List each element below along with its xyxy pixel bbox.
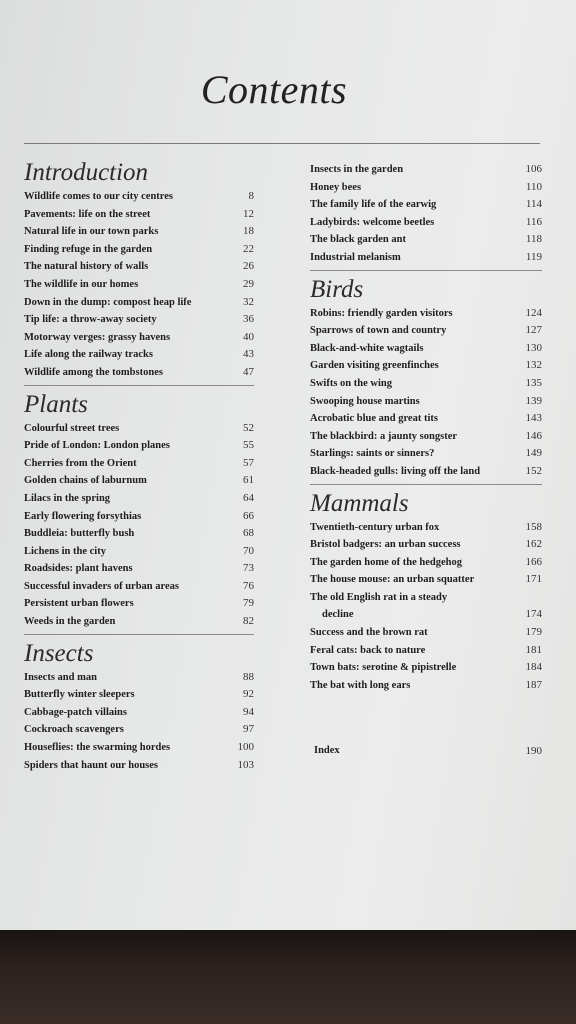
toc-entry-page-number: 114 (525, 198, 542, 211)
toc-entry-page-number: 92 (243, 688, 254, 701)
toc-entry-title: The wildlife in our homes (24, 278, 139, 290)
toc-entry-title: Pride of London: London planes (24, 440, 170, 452)
toc-entry-page-number: 187 (525, 678, 542, 691)
toc-entry-title: Cherries from the Orient (24, 457, 137, 469)
toc-entry-title: Natural life in our town parks (24, 226, 159, 238)
toc-entry-title: Wildlife among the tombstones (24, 366, 163, 378)
toc-entry-page-number: 73 (243, 562, 254, 575)
background-surface (0, 930, 576, 1024)
toc-entry-title: The old English rat in a steady (310, 591, 448, 603)
toc-entry-title: Starlings: saints or sinners? (310, 448, 435, 460)
contents-left-column (24, 158, 254, 774)
toc-entry (310, 428, 542, 446)
toc-entry-title: Swifts on the wing (310, 377, 392, 389)
toc-entry-page-number: 68 (243, 527, 254, 540)
toc-entry-title: The blackbird: a jaunty songster (310, 430, 458, 442)
toc-entry (24, 704, 254, 722)
toc-entry-title: Cabbage-patch villains (24, 706, 127, 718)
toc-entry-title: Insects in the garden (310, 164, 404, 175)
toc-entry (24, 420, 254, 438)
toc-entry (24, 721, 254, 739)
section-introduction (24, 158, 254, 382)
toc-entry-title: Black-and-white wagtails (310, 342, 424, 354)
toc-entry-title: The family life of the earwig (310, 199, 437, 211)
toc-entry-title: The garden home of the hedgehog (310, 556, 462, 568)
toc-entry (310, 571, 542, 589)
section-heading: Insects (24, 639, 94, 667)
toc-entry-page-number: 55 (243, 439, 254, 452)
toc-entry-page-number: 162 (525, 538, 542, 551)
toc-entry (310, 642, 542, 660)
toc-entry (310, 322, 542, 340)
section-divider (310, 484, 542, 485)
section-heading: Plants (24, 390, 88, 418)
toc-entry-page-number: 174 (525, 608, 542, 621)
toc-entry-title: Garden visiting greenfinches (310, 360, 439, 372)
toc-entry-page-number: 130 (525, 341, 542, 354)
toc-entry (24, 346, 254, 364)
toc-entry (310, 249, 542, 267)
title-divider (24, 143, 540, 144)
toc-entry (24, 578, 254, 596)
toc-entry (24, 595, 254, 613)
toc-entry-title: decline (322, 609, 354, 621)
toc-entry-page-number: 152 (525, 464, 542, 477)
toc-entry-page-number: 43 (243, 348, 254, 361)
toc-entry-page-number: 94 (243, 705, 254, 718)
section-heading: Mammals (310, 489, 409, 517)
toc-entry-title: Black-headed gulls: living off the land (310, 465, 481, 477)
toc-entry-title: Golden chains of laburnum (24, 475, 147, 487)
toc-entry-title: Insects and man (24, 671, 97, 683)
index-entry (314, 745, 542, 757)
toc-entry-title: Butterfly winter sleepers (24, 689, 135, 701)
index-label: Index (314, 745, 340, 756)
toc-entry-title: The bat with long ears (310, 679, 411, 691)
section-continued (310, 161, 542, 267)
toc-entry-page-number: 47 (243, 365, 254, 378)
toc-entry-title: Buddleia: butterfly bush (24, 528, 135, 540)
toc-entry-page-number: 79 (243, 597, 254, 610)
toc-entry-title: Early flowering forsythias (24, 510, 142, 522)
toc-entry (310, 659, 542, 677)
toc-entry-page-number: 32 (243, 295, 254, 308)
toc-entry-title: Weeds in the garden (24, 616, 116, 628)
toc-entry-page-number: 18 (243, 225, 254, 238)
toc-entry-title: Lilacs in the spring (24, 492, 111, 504)
toc-entry-page-number: 29 (243, 277, 254, 290)
toc-entry-title: Wildlife comes to our city centres (24, 191, 174, 202)
toc-entry-title: The house mouse: an urban squatter (310, 574, 475, 586)
toc-entry (24, 686, 254, 704)
toc-entry-page-number: 103 (237, 758, 254, 771)
toc-entry-page-number: 158 (525, 520, 542, 533)
toc-entry (24, 455, 254, 473)
toc-entry (310, 196, 542, 214)
page-title: Contents (200, 67, 348, 112)
toc-entry-title: Feral cats: back to nature (310, 644, 426, 656)
section-heading: Birds (310, 275, 364, 303)
toc-entry-page-number: 52 (243, 421, 254, 434)
toc-entry-title: Twentieth-century urban fox (310, 521, 440, 533)
toc-entry-page-number: 22 (243, 242, 254, 255)
section-birds (310, 275, 542, 481)
toc-entry (24, 543, 254, 561)
toc-entry-page-number: 12 (243, 207, 254, 220)
section-divider (24, 385, 254, 386)
toc-entry (310, 463, 542, 481)
toc-entry (310, 445, 542, 463)
toc-entry-title: Cockroach scavengers (24, 724, 124, 736)
toc-entry (24, 188, 254, 206)
toc-entry (24, 206, 254, 224)
toc-entry (310, 606, 542, 624)
toc-entry-page-number: 146 (525, 429, 542, 442)
toc-entry (310, 410, 542, 428)
toc-entry-title: Finding refuge in the garden (24, 243, 153, 255)
toc-entry-title: Ladybirds: welcome beetles (310, 216, 435, 228)
section-mammals (310, 489, 542, 695)
toc-entry (24, 669, 254, 687)
section-divider (310, 270, 542, 271)
toc-entry-title: Town bats: serotine & pipistrelle (310, 662, 457, 674)
toc-entry (310, 393, 542, 411)
toc-entry (310, 536, 542, 554)
toc-entry-page-number: 57 (243, 456, 254, 469)
toc-entry (24, 472, 254, 490)
toc-entry-page-number: 36 (243, 313, 254, 326)
toc-entry-page-number: 171 (525, 573, 542, 586)
toc-entry (310, 677, 542, 695)
toc-entry (310, 589, 542, 607)
toc-entry-page-number: 110 (525, 180, 542, 193)
toc-entry-page-number: 106 (525, 163, 542, 175)
toc-entry (24, 311, 254, 329)
toc-entry (310, 375, 542, 393)
toc-entry (24, 223, 254, 241)
toc-entry-title: Motorway verges: grassy havens (24, 331, 171, 343)
toc-entry-page-number: 135 (525, 376, 542, 389)
toc-entry-page-number: 82 (243, 615, 254, 628)
toc-entry (24, 490, 254, 508)
toc-entry (24, 437, 254, 455)
toc-entry-page-number: 184 (525, 661, 542, 674)
toc-entry-page-number: 64 (243, 491, 254, 504)
contents-right-column (310, 161, 542, 694)
toc-entry (310, 161, 542, 179)
toc-entry (310, 340, 542, 358)
toc-entry-title: Life along the railway tracks (24, 349, 153, 361)
toc-entry-title: Honey bees (310, 181, 362, 193)
toc-entry-page-number: 132 (525, 359, 542, 372)
toc-entry-page-number: 181 (525, 643, 542, 656)
toc-entry-page-number: 179 (525, 626, 542, 639)
index-page-number: 190 (525, 745, 542, 757)
toc-entry-page-number: 26 (243, 260, 254, 273)
toc-entry (24, 364, 254, 382)
toc-entry-title: Bristol badgers: an urban success (310, 539, 461, 551)
toc-entry (24, 329, 254, 347)
toc-entry-title: Tip life: a throw-away society (24, 314, 157, 326)
toc-entry-page-number: 70 (243, 544, 254, 557)
toc-entry-page-number: 76 (243, 579, 254, 592)
toc-entry-page-number: 139 (525, 394, 542, 407)
toc-entry (310, 214, 542, 232)
toc-entry (24, 757, 254, 775)
section-divider (24, 634, 254, 635)
toc-entry-title: Roadsides: plant havens (24, 563, 133, 575)
toc-entry-page-number: 40 (243, 330, 254, 343)
toc-entry-title: Successful invaders of urban areas (24, 580, 179, 592)
toc-entry (310, 624, 542, 642)
toc-entry (310, 357, 542, 375)
toc-entry (24, 241, 254, 259)
toc-entry-title: The black garden ant (310, 234, 406, 246)
toc-entry-title: Swooping house martins (310, 395, 420, 407)
toc-entry (310, 305, 542, 323)
toc-entry-page-number: 88 (243, 670, 254, 683)
toc-entry-title: Acrobatic blue and great tits (310, 413, 438, 425)
toc-entry-page-number: 127 (525, 324, 542, 337)
toc-entry-page-number: 124 (525, 306, 542, 319)
toc-entry-page-number: 118 (525, 233, 542, 246)
toc-entry (24, 739, 254, 757)
toc-entry-title: Success and the brown rat (310, 627, 428, 639)
toc-entry-page-number: 97 (243, 723, 254, 736)
toc-entry (24, 525, 254, 543)
toc-entry-title: Spiders that haunt our houses (24, 759, 159, 771)
section-insects (24, 639, 254, 775)
toc-entry-page-number: 143 (525, 412, 542, 425)
toc-entry-title: Industrial melanism (310, 251, 401, 263)
toc-entry-title: Robins: friendly garden visitors (310, 307, 453, 319)
section-heading: Introduction (24, 159, 149, 186)
toc-entry-page-number: 8 (248, 190, 254, 202)
toc-entry-title: Houseflies: the swarming hordes (24, 742, 171, 754)
toc-entry-title: Down in the dump: compost heap life (24, 296, 192, 308)
toc-entry-title: The natural history of walls (24, 261, 149, 273)
toc-entry (310, 554, 542, 572)
toc-entry (24, 613, 254, 631)
toc-entry-title: Colourful street trees (24, 422, 120, 434)
toc-entry-title: Persistent urban flowers (24, 598, 134, 610)
toc-entry (24, 508, 254, 526)
toc-entry (310, 231, 542, 249)
toc-entry-page-number: 166 (525, 555, 542, 568)
toc-entry (24, 560, 254, 578)
toc-entry (310, 519, 542, 537)
toc-entry (24, 258, 254, 276)
toc-entry-title: Pavements: life on the street (24, 208, 151, 220)
toc-entry-page-number: 119 (525, 250, 542, 263)
toc-entry-page-number: 66 (243, 509, 254, 522)
section-plants (24, 390, 254, 631)
toc-entry-page-number: 100 (237, 741, 254, 754)
toc-entry-page-number: 116 (525, 215, 542, 228)
toc-entry (24, 276, 254, 294)
toc-entry (310, 179, 542, 197)
toc-entry-page-number: 149 (525, 447, 542, 460)
toc-entry-title: Lichens in the city (24, 545, 106, 557)
toc-entry-page-number: 61 (243, 474, 254, 487)
toc-entry (24, 294, 254, 312)
toc-entry-title: Sparrows of town and country (310, 325, 447, 337)
